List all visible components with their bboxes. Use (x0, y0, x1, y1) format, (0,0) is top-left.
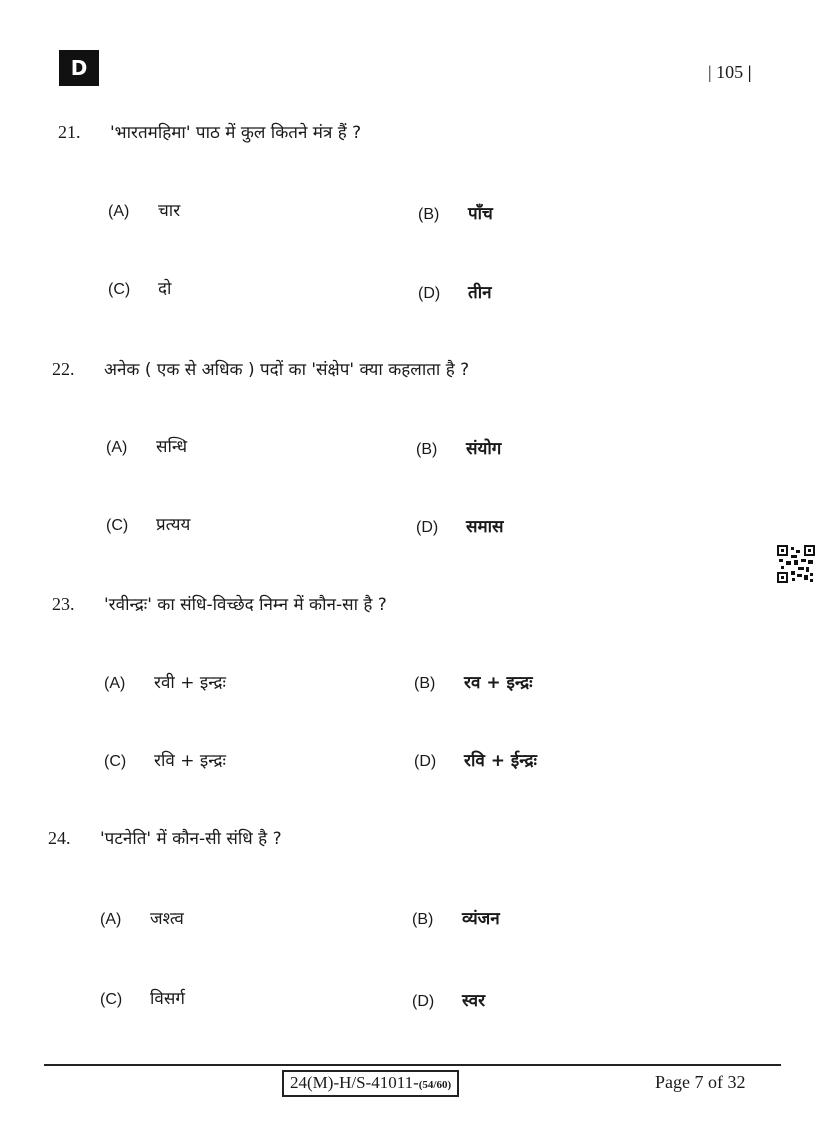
question-number: 21. (58, 122, 81, 142)
option-label: (B) (412, 911, 434, 928)
option-label: (A) (108, 203, 130, 220)
question-22 (52, 357, 469, 380)
paper-code-set: (54/60) (418, 1079, 452, 1091)
option-label: (A) (104, 675, 126, 692)
question-text: 'पटनेति' में कौन-सी संधि है ? (100, 829, 282, 849)
option-23-b[interactable] (414, 670, 533, 693)
question-number: 22. (52, 359, 75, 379)
option-label: (D) (412, 993, 435, 1010)
option-24-d[interactable] (412, 988, 485, 1011)
question-24 (48, 826, 282, 849)
option-text: चार (158, 201, 181, 221)
option-text: सन्धि (156, 437, 188, 457)
option-22-d[interactable] (416, 514, 504, 537)
option-24-a[interactable] (100, 906, 184, 929)
question-23 (52, 592, 387, 615)
option-22-c[interactable] (106, 512, 190, 535)
option-label: (B) (414, 675, 436, 692)
option-label: (A) (100, 911, 122, 928)
question-21 (58, 120, 361, 143)
option-text: तीन (468, 283, 492, 303)
series-badge: D (59, 50, 99, 86)
option-label: (B) (416, 441, 438, 458)
option-text: रवी + इन्द्रः (154, 673, 226, 693)
page-number-value: 105 (716, 62, 744, 82)
option-21-b[interactable] (418, 201, 493, 224)
option-24-c[interactable] (100, 986, 185, 1009)
option-text: पाँच (468, 204, 493, 224)
page-of-label: Page 7 of 32 (655, 1072, 746, 1092)
option-text: विसर्ग (150, 989, 185, 1009)
option-text: स्वर (462, 991, 486, 1011)
option-label: (C) (104, 753, 127, 770)
paper-code-text: 24(M)-H/S-41011- (290, 1073, 419, 1092)
option-text: व्यंजन (462, 909, 500, 929)
paper-code (282, 1070, 459, 1097)
option-23-d[interactable] (414, 748, 537, 771)
question-text: अनेक ( एक से अधिक ) पदों का 'संक्षेप' क्या कहलाता है ? (104, 360, 470, 380)
question-text: 'भारतमहिमा' पाठ में कुल कितने मंत्र हैं ? (110, 123, 362, 143)
option-text: रवि + ईन्द्रः (464, 751, 537, 771)
option-22-a[interactable] (106, 434, 187, 457)
option-22-b[interactable] (416, 436, 501, 459)
option-label: (C) (100, 991, 123, 1008)
option-21-c[interactable] (108, 276, 171, 299)
option-text: रव + इन्द्रः (464, 673, 533, 693)
option-21-d[interactable] (418, 280, 492, 303)
option-label: (C) (108, 281, 131, 298)
question-number: 23. (52, 594, 75, 614)
option-label: (D) (418, 285, 441, 302)
option-24-b[interactable] (412, 906, 500, 929)
option-text: दो (158, 279, 172, 299)
option-label: (A) (106, 439, 128, 456)
page-number: | 105 | (708, 62, 752, 82)
option-23-c[interactable] (104, 748, 226, 771)
option-text: जश्त्व (150, 909, 184, 929)
question-text: 'रवीन्द्रः' का संधि-विच्छेद निम्न में कौन-सा है ? (104, 595, 387, 615)
option-text: संयोग (466, 439, 502, 459)
option-text: रवि + इन्द्रः (154, 751, 226, 771)
option-label: (B) (418, 206, 440, 223)
option-label: (C) (106, 517, 129, 534)
question-number: 24. (48, 828, 71, 848)
option-23-a[interactable] (104, 670, 226, 693)
option-label: (D) (414, 753, 437, 770)
option-text: प्रत्यय (156, 515, 191, 535)
option-21-a[interactable] (108, 198, 180, 221)
option-text: समास (466, 517, 504, 537)
footer-divider (44, 1064, 781, 1066)
qr-code-icon (777, 545, 815, 583)
option-label: (D) (416, 519, 439, 536)
